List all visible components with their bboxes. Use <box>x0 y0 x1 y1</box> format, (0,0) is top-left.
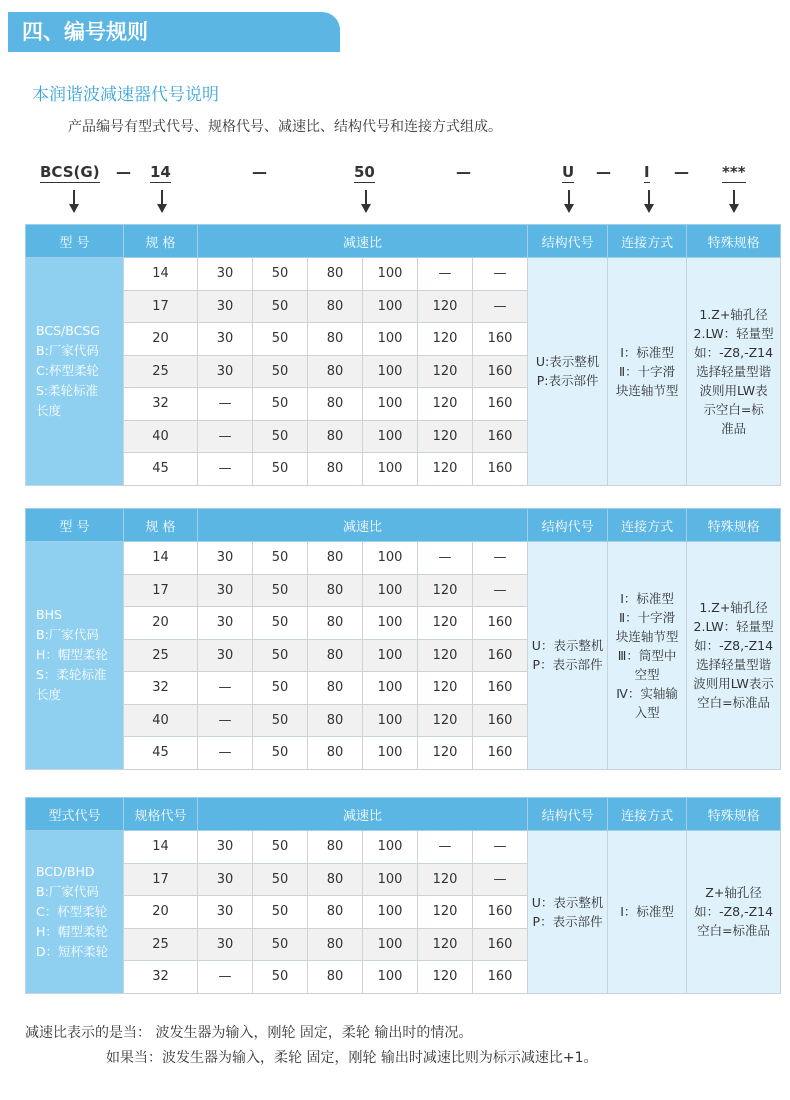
table-row <box>26 542 781 575</box>
ratio-cell: 80 <box>308 672 363 705</box>
ratio-cell: 120 <box>418 639 473 672</box>
ratio-cell: 80 <box>308 420 363 453</box>
ratio-cell: 120 <box>418 896 473 929</box>
ratio-cell: 160 <box>473 388 528 421</box>
ratio-cell: 50 <box>253 607 308 640</box>
down-arrow-icon <box>727 190 741 214</box>
spec-table <box>25 797 781 994</box>
structure-cell-line: P:表示部件 <box>536 373 599 389</box>
ratio-cell: 160 <box>473 672 528 705</box>
ratio-cell: 100 <box>363 542 418 575</box>
code-part-connection: I <box>644 163 650 181</box>
size-cell: 14 <box>124 831 198 864</box>
size-cell: 40 <box>124 704 198 737</box>
ratio-cell: — <box>473 290 528 323</box>
ratio-cell: 100 <box>363 863 418 896</box>
connection-cell <box>608 831 687 994</box>
ratio-cell: — <box>198 737 253 770</box>
ratio-cell: 50 <box>253 323 308 356</box>
ratio-cell: 100 <box>363 961 418 994</box>
down-arrow-icon <box>67 190 81 214</box>
ratio-cell: 80 <box>308 542 363 575</box>
ratio-cell: 120 <box>418 290 473 323</box>
ratio-cell: 80 <box>308 258 363 291</box>
model-description <box>26 542 124 770</box>
ratio-cell: 50 <box>253 896 308 929</box>
code-part-ratio: 50 <box>354 163 375 181</box>
model-line: S：柔轮标准 <box>36 667 107 683</box>
section-title: 四、编号规则 <box>8 12 340 52</box>
ratio-cell: 80 <box>308 574 363 607</box>
header-connection: 连接方式 <box>608 798 687 831</box>
ratio-cell: 120 <box>418 961 473 994</box>
special-cell-line: 波则用LW表示 <box>693 676 774 692</box>
ratio-cell: 50 <box>253 574 308 607</box>
code-separator: — <box>252 163 267 181</box>
size-cell: 20 <box>124 896 198 929</box>
down-arrow-icon <box>155 190 169 214</box>
ratio-cell: 100 <box>363 323 418 356</box>
structure-cell-line: P：表示部件 <box>532 913 603 929</box>
header-structure: 结构代号 <box>528 798 608 831</box>
ratio-cell: 120 <box>418 388 473 421</box>
note-ratio: 减速比表示的是当： 波发生器为输入，刚轮 固定，柔轮 输出时的情况。 <box>25 1025 473 1041</box>
header-special: 特殊规格 <box>687 225 781 258</box>
connection-cell-line: 块连轴节型 <box>615 382 679 398</box>
special-cell-line: 示空白=标 <box>703 401 764 417</box>
ratio-cell: — <box>198 704 253 737</box>
ratio-cell: 160 <box>473 420 528 453</box>
ratio-cell: 50 <box>253 290 308 323</box>
size-cell: 45 <box>124 737 198 770</box>
code-part-structure: U <box>562 163 575 181</box>
model-line: C：杯型柔轮 <box>36 903 108 919</box>
special-cell-line: 1.Z+轴孔径 <box>699 306 768 322</box>
header-structure: 结构代号 <box>528 225 608 258</box>
ratio-cell: 50 <box>253 355 308 388</box>
header-model: 型 号 <box>26 225 124 258</box>
ratio-cell: — <box>473 258 528 291</box>
model-description <box>26 258 124 486</box>
ratio-cell: — <box>473 863 528 896</box>
ratio-cell: 30 <box>198 863 253 896</box>
ratio-cell: 160 <box>473 323 528 356</box>
ratio-cell: 100 <box>363 639 418 672</box>
ratio-cell: 50 <box>253 863 308 896</box>
ratio-cell: 30 <box>198 323 253 356</box>
ratio-cell: 100 <box>363 355 418 388</box>
ratio-cell: 30 <box>198 928 253 961</box>
connection-cell-line: 块连轴节型 <box>615 628 679 644</box>
ratio-cell: — <box>198 961 253 994</box>
ratio-cell: 30 <box>198 542 253 575</box>
connection-cell-line: Ⅲ：筒型中 <box>617 647 677 663</box>
ratio-cell: 50 <box>253 453 308 486</box>
ratio-cell: 50 <box>253 961 308 994</box>
connection-cell-line: Ⅳ：实轴输 <box>616 685 678 701</box>
connection-cell-line: Ⅱ：十字滑 <box>619 609 676 625</box>
ratio-cell: 80 <box>308 453 363 486</box>
ratio-cell: 100 <box>363 896 418 929</box>
subtitle: 本润谐波减速器代号说明 <box>32 85 219 105</box>
model-line: D：短杯柔轮 <box>36 943 109 959</box>
ratio-cell: 80 <box>308 863 363 896</box>
header-special: 特殊规格 <box>687 798 781 831</box>
ratio-cell: 120 <box>418 607 473 640</box>
header-connection: 连接方式 <box>608 509 687 542</box>
special-cell-line: Z+轴孔径 <box>705 885 762 901</box>
down-arrow-icon <box>642 190 656 214</box>
ratio-cell: 100 <box>363 928 418 961</box>
ratio-cell: 80 <box>308 831 363 864</box>
structure-cell-line: U：表示整机 <box>531 894 604 910</box>
model-line: BCS/BCSG <box>36 323 100 339</box>
ratio-cell: 120 <box>418 323 473 356</box>
ratio-cell: 100 <box>363 607 418 640</box>
special-cell <box>687 542 781 770</box>
header-size: 规 格 <box>124 225 198 258</box>
size-cell: 20 <box>124 607 198 640</box>
ratio-cell: 120 <box>418 737 473 770</box>
special-cell-line: 如：-Z8,-Z14 <box>694 904 774 920</box>
ratio-cell: 80 <box>308 290 363 323</box>
ratio-cell: 30 <box>198 607 253 640</box>
ratio-cell: 80 <box>308 639 363 672</box>
down-arrow-icon <box>359 190 373 214</box>
header-ratio: 减速比 <box>198 509 528 542</box>
ratio-cell: 100 <box>363 704 418 737</box>
ratio-cell: 100 <box>363 831 418 864</box>
connection-cell-line: 空型 <box>634 666 660 682</box>
ratio-cell: 50 <box>253 388 308 421</box>
model-line: 长度 <box>36 403 62 419</box>
model-line: H：帽型柔轮 <box>36 647 108 663</box>
special-cell-line: 2.LW：轻量型 <box>693 619 774 635</box>
structure-cell-line: P：表示部件 <box>532 657 603 673</box>
model-line: B:厂家代码 <box>36 627 99 643</box>
special-cell-line: 选择轻量型谐 <box>696 363 772 379</box>
ratio-cell: 80 <box>308 323 363 356</box>
special-cell-line: 空白=标准品 <box>697 695 771 711</box>
size-cell: 32 <box>124 672 198 705</box>
header-size: 规格代号 <box>124 798 198 831</box>
connection-cell <box>608 258 687 486</box>
structure-cell-line: U：表示整机 <box>531 638 604 654</box>
ratio-cell: 120 <box>418 574 473 607</box>
ratio-cell: 30 <box>198 290 253 323</box>
special-cell-line: 波则用LW表 <box>699 382 768 398</box>
ratio-cell: 120 <box>418 420 473 453</box>
special-cell <box>687 258 781 486</box>
size-cell: 45 <box>124 453 198 486</box>
ratio-cell: 80 <box>308 928 363 961</box>
ratio-cell: 160 <box>473 453 528 486</box>
ratio-cell: 160 <box>473 737 528 770</box>
ratio-cell: 50 <box>253 737 308 770</box>
ratio-cell: 160 <box>473 704 528 737</box>
code-part-special: *** <box>722 163 746 181</box>
header-model: 型 号 <box>26 509 124 542</box>
code-separator: — <box>116 163 131 181</box>
ratio-cell: 80 <box>308 961 363 994</box>
special-cell-line: 如：-Z8,-Z14 <box>694 638 774 654</box>
ratio-cell: 80 <box>308 388 363 421</box>
header-ratio: 减速比 <box>198 225 528 258</box>
special-cell-line: 1.Z+轴孔径 <box>699 600 768 616</box>
ratio-cell: 100 <box>363 420 418 453</box>
code-separator: — <box>596 163 611 181</box>
ratio-cell: 50 <box>253 928 308 961</box>
down-arrow-icon <box>562 190 576 214</box>
header-connection: 连接方式 <box>608 225 687 258</box>
connection-cell <box>608 542 687 770</box>
ratio-cell: 100 <box>363 388 418 421</box>
ratio-cell: 50 <box>253 420 308 453</box>
special-cell-line: 空白=标准品 <box>697 923 771 939</box>
ratio-cell: 120 <box>418 355 473 388</box>
ratio-cell: 50 <box>253 704 308 737</box>
ratio-cell: 120 <box>418 704 473 737</box>
spec-table <box>25 508 781 770</box>
ratio-cell: 100 <box>363 290 418 323</box>
ratio-cell: 160 <box>473 355 528 388</box>
ratio-cell: — <box>473 831 528 864</box>
special-cell-line: 2.LW：轻量型 <box>693 325 774 341</box>
ratio-cell: 80 <box>308 704 363 737</box>
ratio-cell: 100 <box>363 258 418 291</box>
ratio-cell: 100 <box>363 737 418 770</box>
ratio-cell: 80 <box>308 607 363 640</box>
special-cell-line: 准品 <box>721 420 747 436</box>
ratio-cell: 50 <box>253 542 308 575</box>
ratio-cell: 80 <box>308 896 363 929</box>
header-structure: 结构代号 <box>528 509 608 542</box>
header-size: 规 格 <box>124 509 198 542</box>
code-part-size: 14 <box>150 163 171 181</box>
connection-cell-line: 入型 <box>634 704 660 720</box>
ratio-cell: — <box>473 574 528 607</box>
model-line: B:厂家代码 <box>36 883 99 899</box>
code-separator: — <box>456 163 471 181</box>
ratio-cell: 30 <box>198 896 253 929</box>
model-line: B:厂家代码 <box>36 343 99 359</box>
size-cell: 17 <box>124 290 198 323</box>
connection-cell-line: Ⅰ：标准型 <box>620 904 674 920</box>
special-cell-line: 选择轻量型谐 <box>696 657 772 673</box>
ratio-cell: 100 <box>363 574 418 607</box>
ratio-cell: — <box>198 388 253 421</box>
structure-cell <box>528 542 608 770</box>
model-line: S:柔轮标准 <box>36 383 99 399</box>
ratio-cell: 30 <box>198 355 253 388</box>
model-line: 长度 <box>36 687 62 703</box>
ratio-cell: 160 <box>473 961 528 994</box>
ratio-cell: — <box>198 672 253 705</box>
ratio-cell: — <box>473 542 528 575</box>
model-description <box>26 831 124 994</box>
size-cell: 14 <box>124 542 198 575</box>
model-line: C:杯型柔轮 <box>36 363 99 379</box>
structure-cell <box>528 258 608 486</box>
ratio-cell: 160 <box>473 607 528 640</box>
size-cell: 25 <box>124 355 198 388</box>
header-model: 型式代号 <box>26 798 124 831</box>
ratio-cell: 50 <box>253 639 308 672</box>
ratio-cell: 120 <box>418 863 473 896</box>
ratio-cell: 30 <box>198 258 253 291</box>
ratio-cell: 100 <box>363 453 418 486</box>
size-cell: 17 <box>124 863 198 896</box>
model-line: BCD/BHD <box>36 863 95 879</box>
ratio-cell: 80 <box>308 355 363 388</box>
table-row <box>26 831 781 864</box>
model-line: BHS <box>36 607 62 623</box>
ratio-cell: 100 <box>363 672 418 705</box>
ratio-cell: 120 <box>418 453 473 486</box>
ratio-cell: — <box>418 258 473 291</box>
ratio-cell: 30 <box>198 639 253 672</box>
ratio-cell: 160 <box>473 896 528 929</box>
ratio-cell: 80 <box>308 737 363 770</box>
size-cell: 25 <box>124 928 198 961</box>
connection-cell-line: Ⅱ：十字滑 <box>619 363 676 379</box>
size-cell: 32 <box>124 961 198 994</box>
structure-cell <box>528 831 608 994</box>
structure-cell-line: U:表示整机 <box>535 354 600 370</box>
table-row <box>26 258 781 291</box>
connection-cell-line: Ⅰ：标准型 <box>620 344 674 360</box>
code-separator: — <box>674 163 689 181</box>
ratio-cell: 160 <box>473 928 528 961</box>
spec-table <box>25 224 781 486</box>
size-cell: 25 <box>124 639 198 672</box>
ratio-cell: 30 <box>198 574 253 607</box>
ratio-cell: 160 <box>473 639 528 672</box>
model-line: H：帽型柔轮 <box>36 923 108 939</box>
ratio-cell: 120 <box>418 928 473 961</box>
special-cell <box>687 831 781 994</box>
size-cell: 32 <box>124 388 198 421</box>
header-ratio: 减速比 <box>198 798 528 831</box>
size-cell: 14 <box>124 258 198 291</box>
size-cell: 20 <box>124 323 198 356</box>
header-special: 特殊规格 <box>687 509 781 542</box>
intro-text: 产品编号有型式代号、规格代号、减速比、结构代号和连接方式组成。 <box>68 119 502 135</box>
ratio-cell: 50 <box>253 672 308 705</box>
size-cell: 40 <box>124 420 198 453</box>
ratio-cell: — <box>418 831 473 864</box>
size-cell: 17 <box>124 574 198 607</box>
special-cell-line: 如：-Z8,-Z14 <box>694 344 774 360</box>
ratio-cell: 30 <box>198 831 253 864</box>
ratio-cell: 50 <box>253 831 308 864</box>
code-part-model: BCS(G) <box>40 163 100 181</box>
ratio-cell: — <box>198 453 253 486</box>
ratio-cell: — <box>418 542 473 575</box>
ratio-cell: 50 <box>253 258 308 291</box>
note-ratio-alt: 如果当：波发生器为输入，柔轮 固定，刚轮 输出时减速比则为标示减速比+1。 <box>106 1050 598 1066</box>
ratio-cell: — <box>198 420 253 453</box>
connection-cell-line: Ⅰ：标准型 <box>620 590 674 606</box>
ratio-cell: 120 <box>418 672 473 705</box>
